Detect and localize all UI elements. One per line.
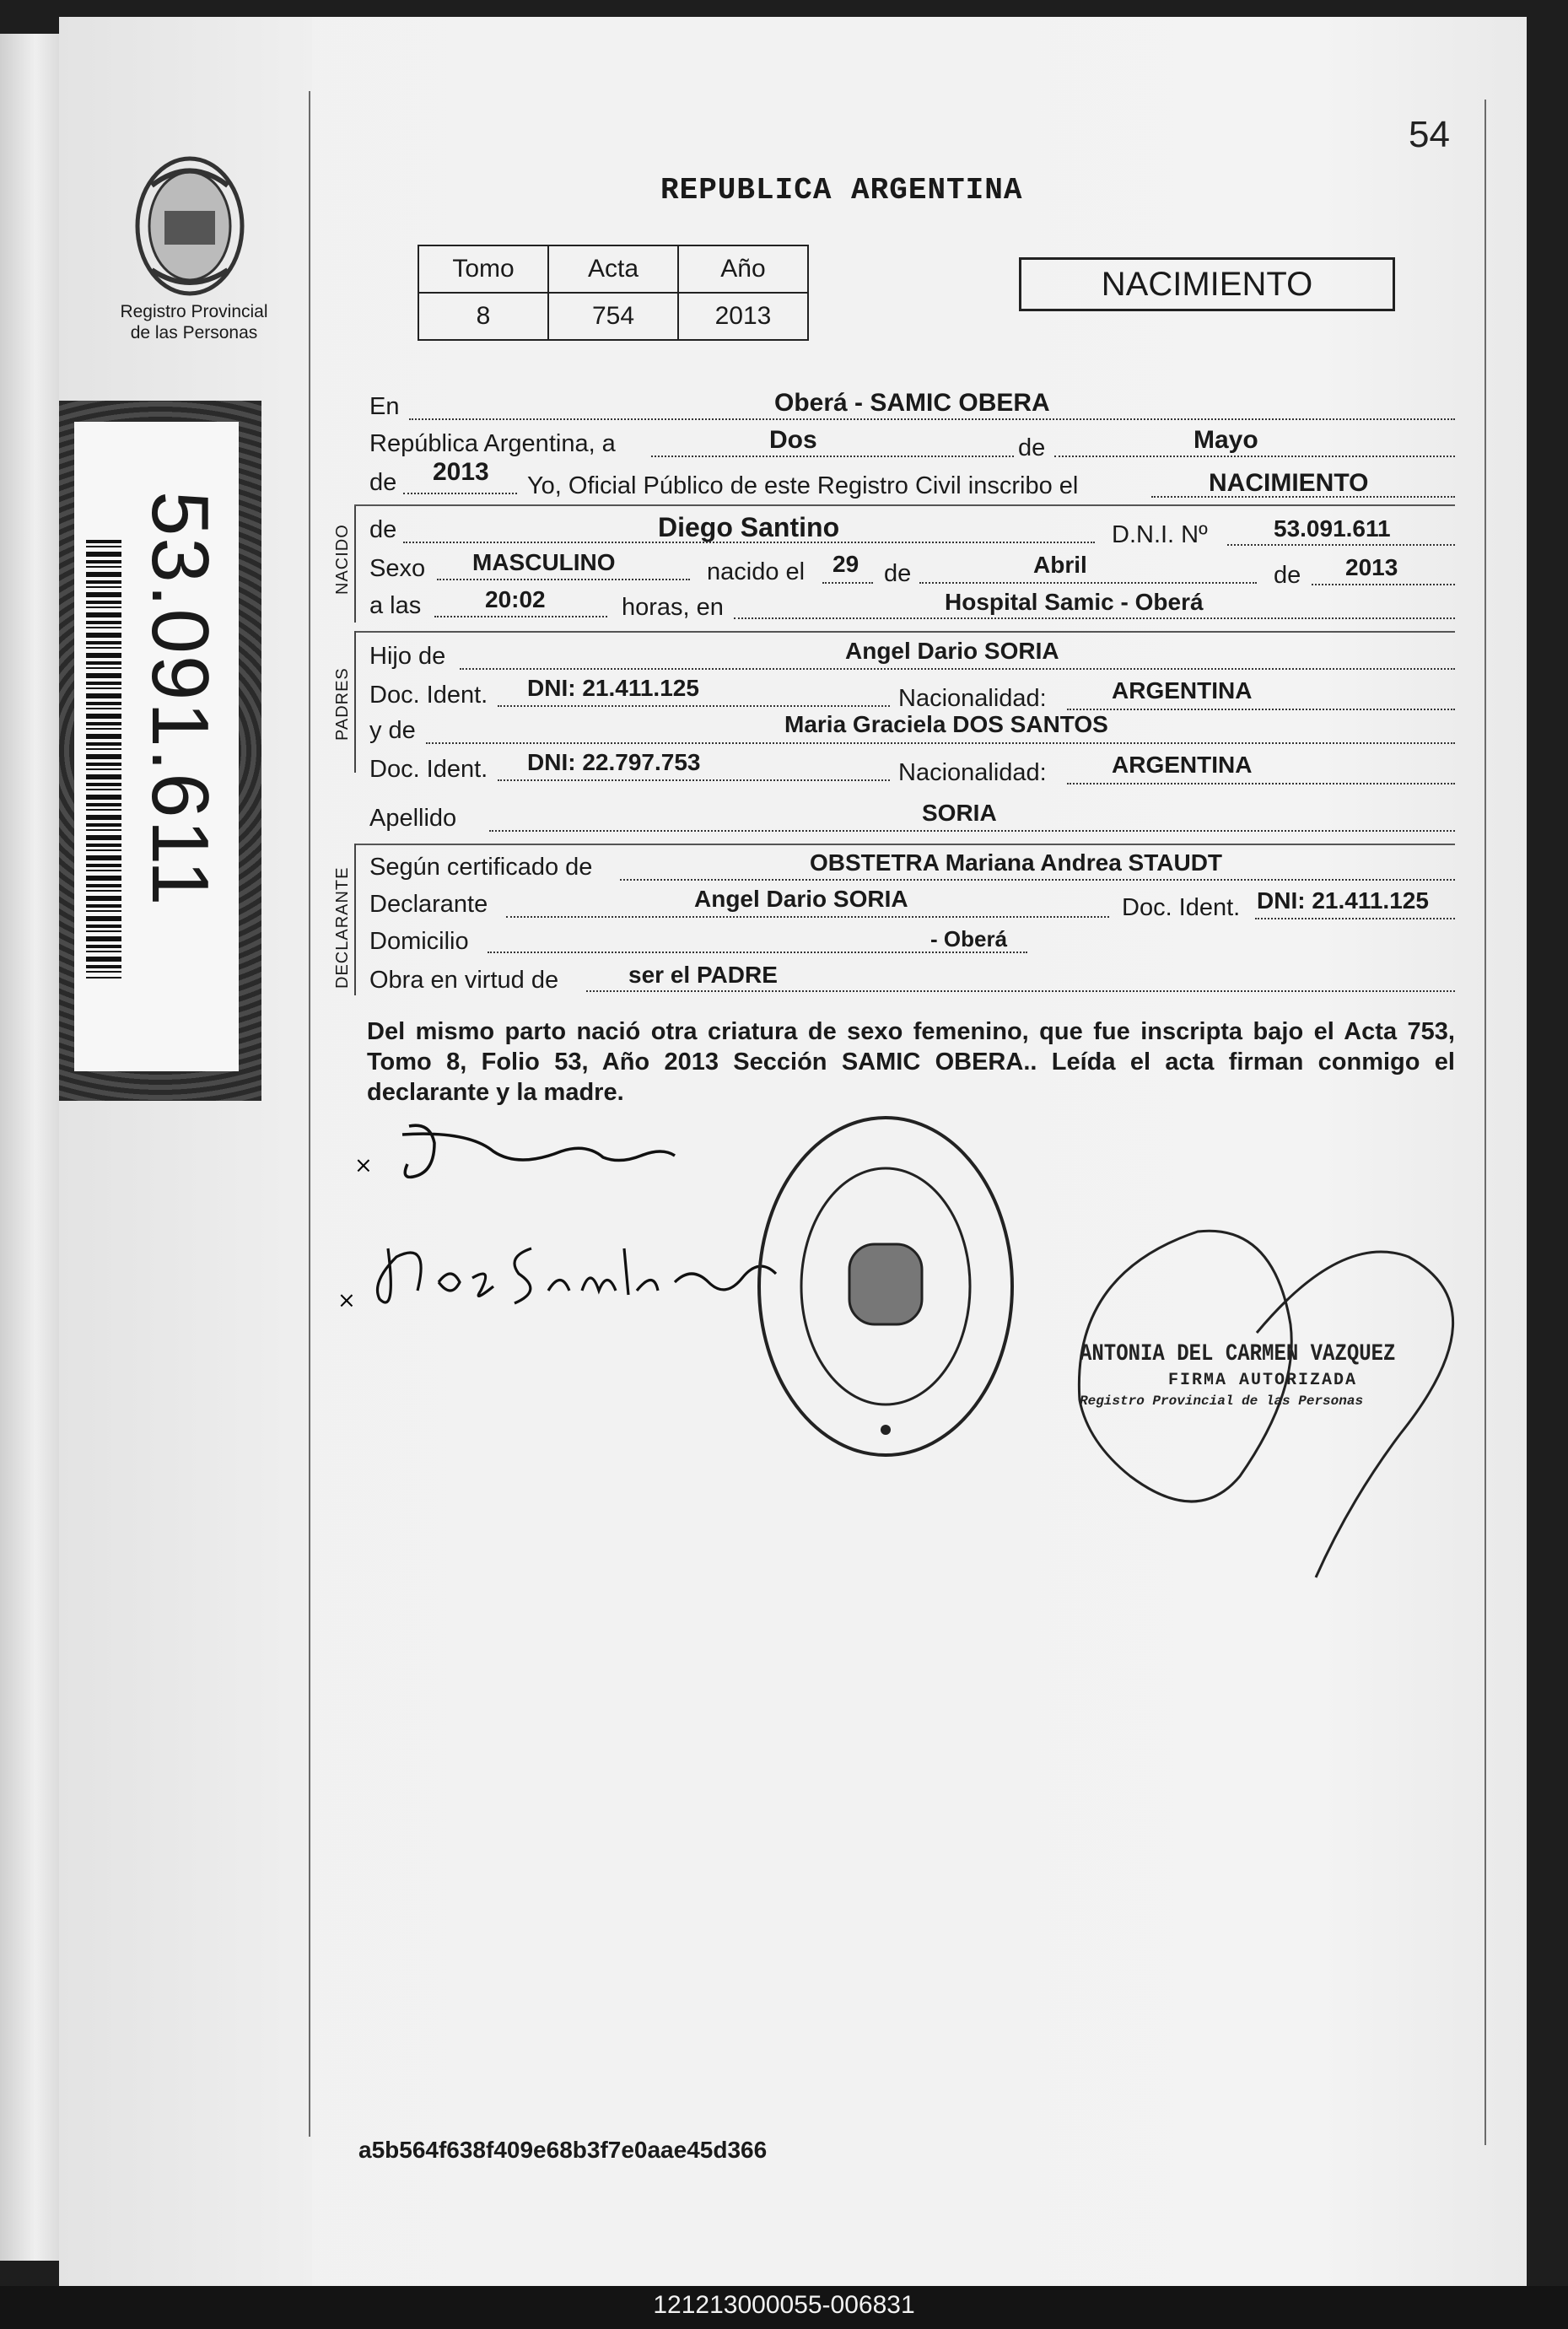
domicilio-label: Domicilio	[369, 928, 469, 955]
registry-name-line2: de las Personas	[130, 323, 258, 342]
padre-value: Angel Dario SORIA	[845, 638, 1059, 664]
acta-header: Acta	[548, 245, 678, 293]
republica-label: República Argentina, a	[369, 430, 616, 457]
madre-nacionalidad-value: ARGENTINA	[1112, 752, 1253, 778]
anio-nacimiento-value: 2013	[1345, 554, 1398, 580]
right-rule	[1484, 100, 1486, 2145]
hora-value: 20:02	[485, 586, 546, 612]
madre-doc-value: DNI: 22.797.753	[527, 749, 701, 775]
provincia-misiones-seal-icon	[127, 152, 253, 299]
lugar-nacimiento-value: Hospital Samic - Oberá	[945, 589, 1204, 615]
certificado-value: OBSTETRA Mariana Andrea STAUDT	[810, 849, 1223, 876]
dia-nacimiento-value: 29	[832, 551, 859, 577]
tomo-value: 8	[418, 293, 548, 340]
section-separator	[354, 844, 1455, 845]
dotted-line	[1054, 456, 1455, 457]
left-rule	[309, 91, 310, 2137]
apellido-label: Apellido	[369, 805, 457, 832]
official-stamp-name: ANTONIA DEL CARMEN VAZQUEZ	[1080, 1340, 1396, 1368]
hijo-de-label: Hijo de	[369, 643, 446, 670]
svg-text:×: ×	[337, 1288, 356, 1313]
declarante-signature	[350, 1105, 721, 1198]
dotted-line	[403, 493, 517, 494]
declarante-doc-value: DNI: 21.411.125	[1257, 887, 1429, 914]
dotted-line	[409, 418, 1455, 420]
section-separator	[354, 631, 1455, 633]
dotted-line	[1227, 544, 1455, 546]
doc-ident-label: Doc. Ident.	[369, 682, 488, 709]
de-label: de	[884, 560, 912, 587]
note-paragraph: Del mismo parto nació otra criatura de sexo femenino, que fue inscripta bajo el Acta 753, Tomo 8, Folio 53, Año 2013 Sección SAMIC OBERA.. Leída el acta firman conmigo el declarante y la madre.	[367, 1018, 1455, 1106]
anio-value: 2013	[678, 293, 808, 340]
dotted-line	[586, 990, 1455, 992]
yo-oficial-text: Yo, Oficial Público de este Registro Civil inscribo el	[527, 472, 1079, 499]
official-stamp	[1080, 1340, 1396, 1409]
registry-name	[110, 301, 278, 343]
mes-nacimiento-value: Abril	[1033, 552, 1087, 578]
barcode-icon	[86, 540, 121, 979]
declarante-value: Angel Dario SORIA	[694, 886, 908, 912]
official-stamp-org: Registro Provincial de las Personas	[1080, 1394, 1364, 1409]
sexo-value: MASCULINO	[472, 549, 616, 575]
anio-header: Año	[678, 245, 808, 293]
de-label: de	[1018, 434, 1046, 461]
de-label: de	[369, 516, 397, 543]
dotted-line	[651, 456, 1014, 457]
nacionalidad-label: Nacionalidad:	[898, 759, 1047, 786]
lugar-value: Oberá - SAMIC OBERA	[774, 389, 1050, 417]
dotted-line	[489, 830, 1455, 832]
doc-ident-label: Doc. Ident.	[369, 756, 488, 783]
registry-round-stamp	[746, 1105, 1025, 1468]
acta-value: 754	[548, 293, 678, 340]
dotted-line	[620, 879, 1455, 881]
mes-inscripcion-value: Mayo	[1194, 426, 1258, 454]
dotted-line	[426, 742, 1455, 744]
dia-inscripcion-value: Dos	[769, 426, 817, 454]
doc-ident-label: Doc. Ident.	[1122, 894, 1241, 921]
nacionalidad-label: Nacionalidad:	[898, 685, 1047, 712]
dotted-line	[919, 582, 1257, 584]
dotted-line	[822, 582, 873, 584]
apellido-value: SORIA	[922, 800, 997, 826]
madre-signature	[337, 1198, 810, 1324]
dotted-line	[1067, 709, 1455, 710]
dotted-line	[734, 617, 1455, 619]
a-las-label: a las	[369, 592, 422, 619]
svg-text:×: ×	[354, 1153, 373, 1178]
dotted-line	[434, 616, 607, 617]
dotted-line	[498, 705, 890, 707]
obra-en-virtud-label: Obra en virtud de	[369, 967, 559, 994]
padres-side-label: PADRES	[333, 667, 352, 741]
nacido-el-label: nacido el	[707, 558, 806, 585]
padres-bracket	[354, 631, 356, 773]
act-type-box: NACIMIENTO	[1019, 257, 1395, 311]
en-virtud-value: ser el PADRE	[628, 962, 778, 988]
section-separator	[354, 504, 1455, 506]
dotted-line	[1067, 783, 1455, 784]
barcode-number: 53.091.611	[135, 491, 225, 908]
domicilio-value: - Oberá	[930, 926, 1008, 952]
declarante-label: Declarante	[369, 891, 488, 918]
tomo-acta-table	[418, 245, 809, 341]
book-edge	[0, 34, 59, 2261]
madre-value: Maria Graciela DOS SANTOS	[784, 711, 1108, 737]
horas-en-label: horas, en	[622, 594, 724, 621]
document-hash: a5b564f638f409e68b3f7e0aae45d366	[358, 2137, 768, 2163]
dotted-line	[1312, 584, 1455, 585]
nacido-bracket	[354, 504, 356, 623]
dotted-line	[506, 916, 1109, 918]
nacido-side-label: NACIDO	[333, 524, 352, 595]
padre-doc-value: DNI: 21.411.125	[527, 675, 699, 701]
sexo-label: Sexo	[369, 555, 426, 582]
dotted-line	[1255, 918, 1455, 919]
registry-name-line1: Registro Provincial	[120, 302, 268, 321]
page-number: 54	[1409, 114, 1450, 155]
declarante-side-label: DECLARANTE	[333, 866, 352, 989]
anio-inscripcion-value: 2013	[433, 458, 489, 486]
tomo-header: Tomo	[418, 245, 548, 293]
y-de-label: y de	[369, 717, 416, 744]
nombre-value: Diego Santino	[658, 512, 840, 542]
left-margin	[59, 17, 312, 2286]
official-stamp-role: FIRMA AUTORIZADA	[1168, 1371, 1358, 1390]
de-label: de	[369, 469, 397, 496]
de-label: de	[1274, 562, 1301, 589]
dotted-line	[498, 779, 890, 781]
dni-value: 53.091.611	[1274, 515, 1391, 542]
declarante-bracket	[354, 844, 356, 995]
padre-nacionalidad-value: ARGENTINA	[1112, 677, 1253, 704]
dotted-line	[437, 579, 690, 580]
dni-label: D.N.I. Nº	[1112, 521, 1208, 548]
dotted-line	[460, 668, 1455, 670]
tipo-value: NACIMIENTO	[1209, 469, 1369, 497]
official-signature	[1063, 1223, 1501, 1603]
footer-code: 121213000055-006831	[653, 2291, 915, 2319]
en-label: En	[369, 393, 400, 420]
segun-certificado-label: Según certificado de	[369, 854, 593, 881]
document-title: REPUBLICA ARGENTINA	[660, 173, 1023, 208]
